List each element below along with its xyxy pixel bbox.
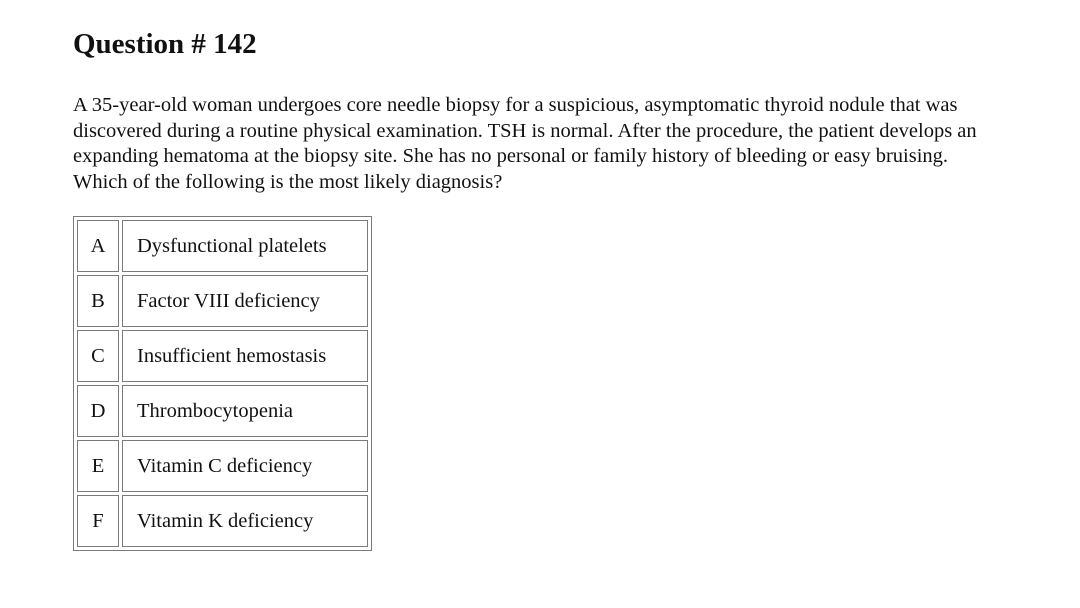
question-title: Question # 142 bbox=[73, 28, 257, 60]
answer-option-a[interactable] bbox=[77, 220, 368, 272]
option-letter: E bbox=[77, 440, 119, 492]
answer-option-d[interactable] bbox=[77, 385, 368, 437]
option-letter: C bbox=[77, 330, 119, 382]
answer-option-f[interactable] bbox=[77, 495, 368, 547]
answer-options-table bbox=[73, 216, 372, 551]
option-letter: D bbox=[77, 385, 119, 437]
question-page bbox=[73, 24, 1033, 551]
option-letter: B bbox=[77, 275, 119, 327]
option-letter: A bbox=[77, 220, 119, 272]
option-text[interactable]: Thrombocytopenia bbox=[122, 385, 368, 437]
answer-option-c[interactable] bbox=[77, 330, 368, 382]
option-text[interactable]: Dysfunctional platelets bbox=[122, 220, 368, 272]
option-text[interactable]: Vitamin K deficiency bbox=[122, 495, 368, 547]
answer-option-b[interactable] bbox=[77, 275, 368, 327]
option-text[interactable]: Factor VIII deficiency bbox=[122, 275, 368, 327]
option-letter: F bbox=[77, 495, 119, 547]
answer-option-e[interactable] bbox=[77, 440, 368, 492]
option-text[interactable]: Insufficient hemostasis bbox=[122, 330, 368, 382]
question-stem: A 35-year-old woman undergoes core needle biopsy for a suspicious, asymptomatic thyroid nodule that was discovered during a routine physical examination. TSH is normal. After the procedure, the patient develops an expanding hematoma at the biopsy site. She has no personal or family history of bleeding or easy bruising. Which of the following is the most likely diagnosis? bbox=[73, 94, 977, 193]
option-text[interactable]: Vitamin C deficiency bbox=[122, 440, 368, 492]
